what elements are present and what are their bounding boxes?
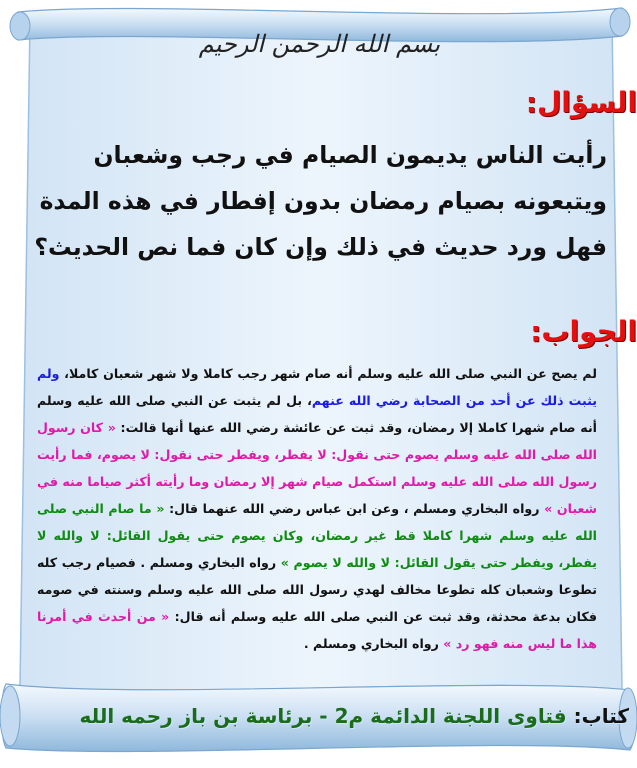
answer-segment: ، بل لم يثبت عن النبي صلى الله عليه وسلم أنه صام شهرا كاملا إلا رمضان، وقد ثبت عن عائشة رضي الله عنها أنها قالت: — [37, 393, 597, 435]
source-label: كتاب: — [573, 704, 629, 728]
question-heading: السؤال: — [525, 86, 637, 119]
source-citation — [4, 704, 629, 728]
answer-segment-highlight: ولم يثبت ذلك عن أحد من الصحابة رضي الله عنهم — [37, 366, 597, 408]
hadith-aisha-quote: « كان رسول الله صلى الله عليه وسلم يصوم حتى نقول: لا يفطر، ويفطر حتى نقول: لا يصوم، فما رأيت رسول الله صلى الله عليه وسلم استكمل صيام شهر إلا رمضان وما رأيته أكثر صياما منه في شعبان » — [37, 420, 597, 516]
answer-segment: رواه البخاري ومسلم . فصيام رجب كله تطوعا وشعبان كله تطوعا مخالف لهدي رسول الله صلى الله عليه وسلم وسنته في صومه فكان بدعة محدثة، وقد ثبت عن النبي صلى الله عليه وسلم أنه قال: — [37, 555, 597, 624]
answer-segment: رواه البخاري ومسلم . — [303, 636, 444, 651]
answer-segment: رواه البخاري ومسلم ، وعن ابن عباس رضي الله عنهما قال: — [164, 501, 545, 516]
source-text: فتاوى اللجنة الدائمة م2 - برئاسة بن باز رحمه الله — [79, 704, 567, 728]
answer-segment: لم يصح عن النبي صلى الله عليه وسلم أنه صام شهر رجب كاملا ولا شهر شعبان كاملا، — [59, 366, 597, 381]
basmala-calligraphy: بسم الله الرحمن الرحيم — [198, 30, 440, 58]
hadith-ibn-abbas-quote: « ما صام النبي صلى الله عليه وسلم شهرا كاملا قط غير رمضان، وكان يصوم حتى يقول القائل: لا والله لا يفطر، ويفطر حتى يقول القائل: لا والله لا يصوم » — [37, 501, 597, 570]
hadith-bidah-quote: « من أحدث في أمرنا هذا ما ليس منه فهو رد » — [37, 609, 597, 651]
question-text: رأيت الناس يديمون الصيام في رجب وشعبان ويتبعونه بصيام رمضان بدون إفطار في هذه المدة فهل ورد حديث في ذلك وإن كان فما نص الحديث؟ — [34, 141, 607, 261]
answer-heading: الجواب: — [530, 315, 637, 348]
answer-text — [37, 360, 597, 657]
